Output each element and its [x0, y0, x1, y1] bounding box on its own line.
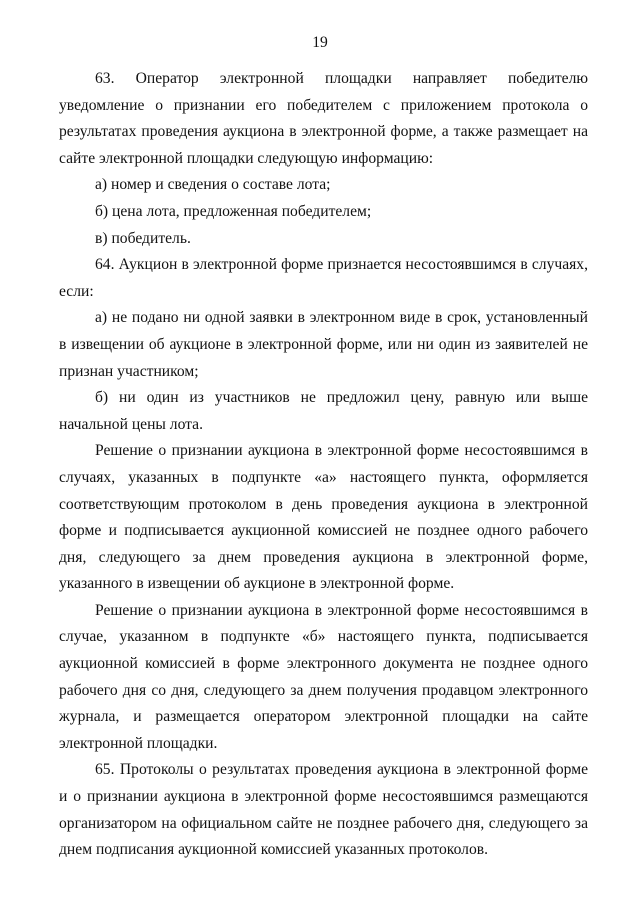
page-number: 19 — [312, 34, 328, 51]
list-item-no-applications: а) не подано ни одной заявки в электронном виде в срок, установленный в извещении об аукционе в электронной форме, или ни один из заявителей не признан участником; — [59, 309, 588, 380]
list-item-lot-price: б) цена лота, предложенная победителем; — [95, 202, 372, 220]
list-item-lot-number: а) номер и сведения о составе лота; — [95, 176, 331, 194]
paragraph-decision-case-a: Решение о признании аукциона в электронной форме несостоявшимся в случаях, указанных в подпункте «а» настоящего пункта, оформляется соответствующим протоколом в день проведения аукциона в электронной форме и подписывается аукционной комиссией не позднее одного рабочего дня, следующего за днем проведения аукциона в электронной форме, указанного в извещении об аукционе в электронной форме. — [59, 442, 588, 593]
paragraph-decision-case-b: Решение о признании аукциона в электронной форме несостоявшимся в случае, указанном в подпункте «б» настоящего пункта, подписывается аукционной комиссией в форме электронного документа не позднее одного рабочего дня со дня, следующего за днем получения продавцом электронного журнала, и размещается оператором электронной площадки на сайте электронной площадки. — [59, 601, 588, 752]
list-item-no-price-offer: б) ни один из участников не предложил цену, равную или выше начальной цены лота. — [59, 389, 588, 433]
paragraph-65: 65. Протоколы о результатах проведения аукциона в электронной форме и о признании аукциона в электронной форме несостоявшимся размещаются организатором на официальном сайте не позднее рабочего дня, следующего за днем подписания аукционной комиссией указанных протоколов. — [59, 761, 588, 859]
document-body — [59, 66, 588, 864]
list-item-winner: в) победитель. — [95, 229, 191, 247]
paragraph-63: 63. Оператор электронной площадки направляет победителю уведомление о признании его победителем с приложением протокола о результатах проведения аукциона в электронной форме, а также размещает на сайте электронной площадки следующую информацию: — [59, 70, 588, 167]
paragraph-64: 64. Аукцион в электронной форме признается несостоявшимся в случаях, если: — [59, 256, 588, 300]
